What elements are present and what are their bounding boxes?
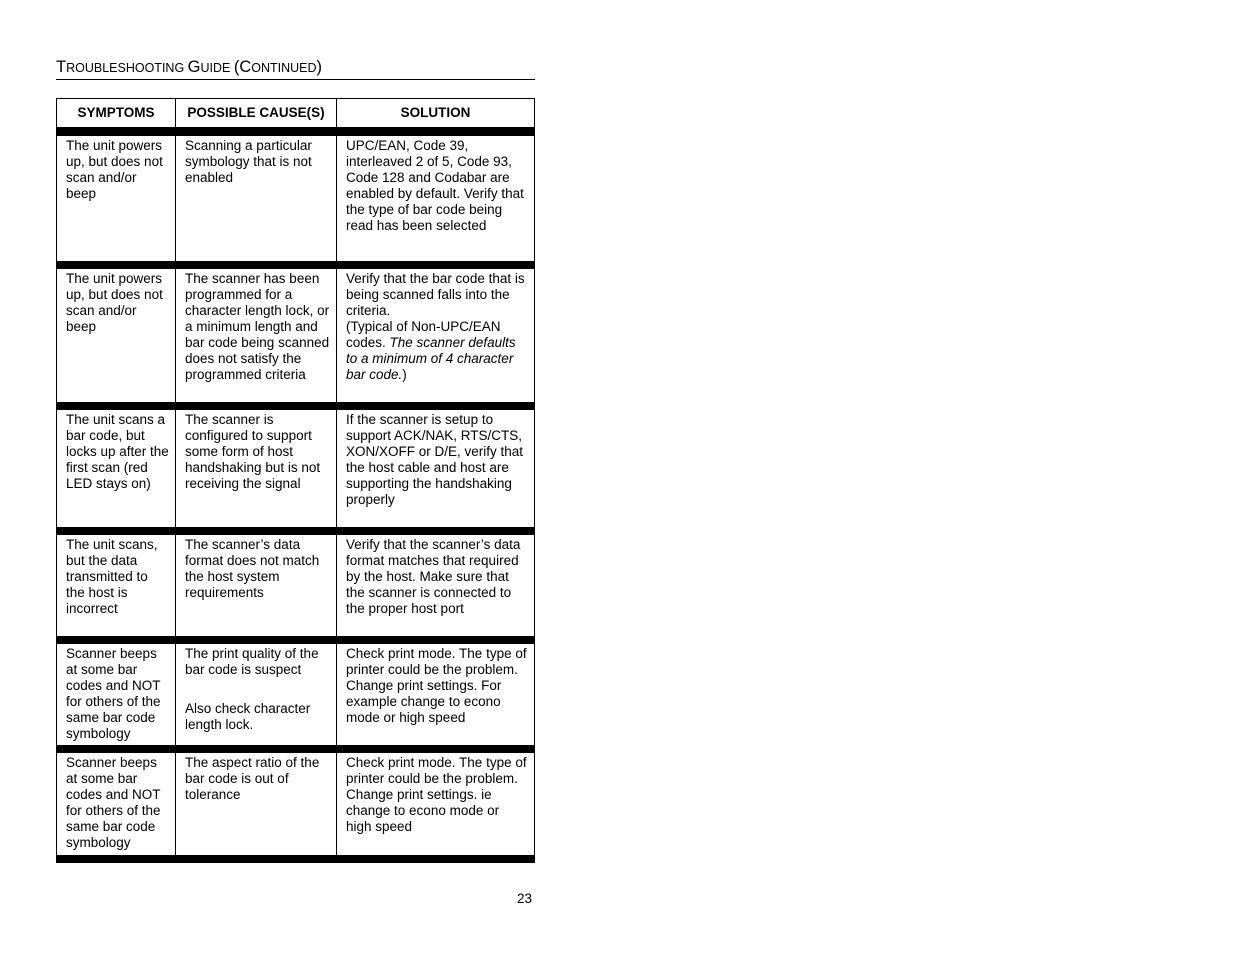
- cause-text: The aspect ratio of the bar code is out of tolerance: [185, 755, 320, 802]
- cause-cell: [176, 269, 337, 403]
- title-fragment: UIDE: [200, 61, 234, 75]
- row-separator: [57, 746, 535, 753]
- symptom-text: Scanner beeps at some bar codes and NOT for others of the same bar code symbology: [66, 646, 161, 741]
- table-row: [57, 410, 535, 528]
- cause-cell: [176, 136, 337, 262]
- solution-cell: [337, 535, 535, 637]
- separator-bar: [57, 856, 535, 863]
- table-row: [57, 535, 535, 637]
- solution-cell: [337, 136, 535, 262]
- solution-cell: [337, 410, 535, 528]
- table-row: [57, 753, 535, 856]
- cause-cell: [176, 753, 337, 856]
- solution-text: The scanner defaults to a minimum of 4 character bar code.: [346, 335, 516, 382]
- cause-text: Scanning a particular symbology that is not enabled: [185, 138, 312, 185]
- separator-bar: [57, 637, 535, 644]
- solution-cell: [337, 753, 535, 856]
- title-fragment: ROUBLESHOOTING: [66, 61, 188, 75]
- cause-cell: [176, 410, 337, 528]
- symptom-cell: [57, 535, 176, 637]
- separator-bar: [57, 128, 535, 136]
- symptom-cell: [57, 753, 176, 856]
- table-row: [57, 136, 535, 262]
- cause-text: Also check character length lock.: [185, 701, 311, 732]
- cause-text: The print quality of the bar code is suspect: [185, 646, 319, 677]
- solution-text: (Typical of Non-UPC/EAN codes.: [346, 319, 501, 350]
- title-fragment: ONTINUED: [251, 61, 317, 75]
- solution-text: UPC/EAN, Code 39, interleaved 2 of 5, Code 93, Code 128 and Codabar are enabled by default. Verify that the type of bar code being read has been selected: [346, 138, 524, 233]
- header-symptoms: SYMPTOMS: [57, 99, 176, 128]
- symptom-text: The unit scans a bar code, but locks up after the first scan (red LED stays on): [66, 412, 169, 491]
- cause-text: The scanner’s data format does not match the host system requirements: [185, 537, 320, 600]
- table-row: [57, 269, 535, 403]
- separator-bar: [57, 403, 535, 410]
- row-separator: [57, 403, 535, 410]
- title-fragment: T: [56, 58, 67, 76]
- solution-text: Verify that the scanner’s data format matches that required by the host. Make sure that the scanner is connected to the proper host port: [346, 537, 521, 616]
- header-possible-causes: POSSIBLE CAUSE(S): [176, 99, 337, 128]
- row-separator: [57, 528, 535, 535]
- page-number: 23: [517, 891, 533, 906]
- row-separator: [57, 262, 535, 269]
- separator-bar: [57, 528, 535, 535]
- title-fragment: (C: [233, 58, 252, 76]
- solution-text: Check print mode. The type of printer could be the problem. Change print settings. For example change to econo mode or high speed: [346, 646, 527, 725]
- symptom-text: The unit scans, but the data transmitted to the host is incorrect: [66, 537, 158, 616]
- cause-text: The scanner has been programmed for a character length lock, or a minimum length and bar code being scanned does not satisfy the programmed criteria: [185, 271, 330, 382]
- solution-cell: [337, 269, 535, 403]
- symptom-cell: [57, 410, 176, 528]
- symptom-cell: [57, 269, 176, 403]
- table-header-row: [57, 99, 535, 128]
- cause-cell: [176, 535, 337, 637]
- cause-gap: [185, 678, 330, 701]
- solution-text: ): [402, 367, 407, 382]
- title-fragment: ): [316, 58, 323, 76]
- row-separator: [57, 637, 535, 644]
- symptom-cell: [57, 136, 176, 262]
- cause-cell: [176, 644, 337, 746]
- table-row: [57, 644, 535, 746]
- cause-text: The scanner is configured to support some form of host handshaking but is not receiving the signal: [185, 412, 321, 491]
- symptom-cell: [57, 644, 176, 746]
- header-solution: SOLUTION: [337, 99, 535, 128]
- symptom-text: The unit powers up, but does not scan and/or beep: [66, 271, 163, 334]
- separator-bar: [57, 262, 535, 269]
- separator-bar: [57, 746, 535, 753]
- symptom-text: The unit powers up, but does not scan and/or beep: [66, 138, 163, 201]
- title-fragment: G: [187, 58, 201, 76]
- row-separator: [57, 856, 535, 863]
- solution-cell: [337, 644, 535, 746]
- troubleshooting-table: [56, 98, 535, 863]
- symptom-text: Scanner beeps at some bar codes and NOT for others of the same bar code symbology: [66, 755, 161, 850]
- solution-text: If the scanner is setup to support ACK/NAK, RTS/CTS, XON/XOFF or D/E, verify that the host cable and host are supporting the handshaking properly: [346, 412, 524, 507]
- solution-text: Verify that the bar code that is being scanned falls into the criteria.: [346, 271, 525, 318]
- solution-text: Check print mode. The type of printer could be the problem. Change print settings. ie change to econo mode or high speed: [346, 755, 527, 834]
- page-title: [56, 57, 535, 80]
- row-separator: [57, 128, 535, 136]
